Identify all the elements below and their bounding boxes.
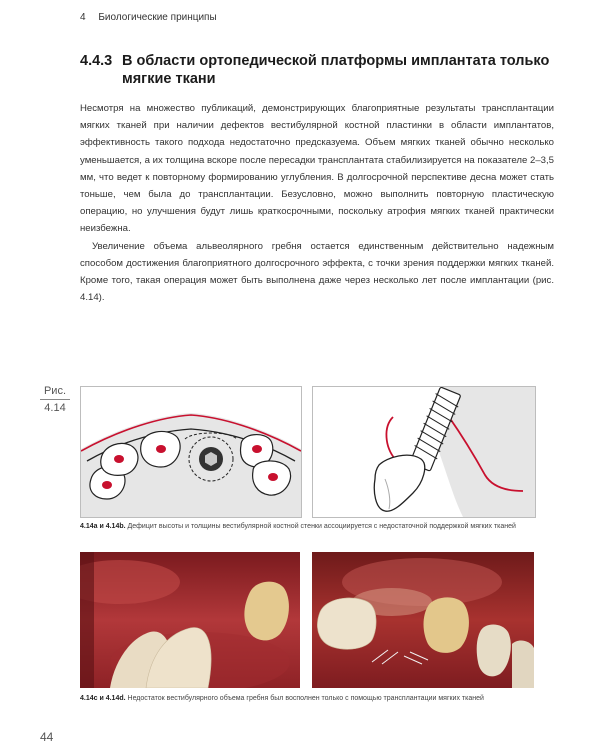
page-number: 44 bbox=[40, 730, 54, 744]
paragraph-1: Несмотря на множество публикаций, демонстрирующих благоприятные результаты трансплантации мягких тканей при наличии дефектов вестибулярной костной пластинки в области имплантатов, эффективность такого подхода недостаточно предсказуема. Объем мягких тканей обычно несколько уменьшается, а их толщина вскоре после пересадки трансплантата стабилизируется на показателе 2–3,5 мм, что ведет к повторному формированию углубления. В долгосрочной перспективе десна может стать тоньше, чем была до трансплантации. Безусловно, можно выполнить повторную пластическую операцию, но улучшения будут лишь краткосрочными, поскольку атрофия мягких тканей практически неизбежна. bbox=[80, 103, 554, 235]
body-text bbox=[80, 100, 554, 306]
implant-crown bbox=[374, 455, 424, 511]
figure-label bbox=[40, 384, 70, 415]
clinical-photo-d bbox=[312, 552, 534, 688]
figure-label-number: 4.14 bbox=[44, 402, 66, 414]
tooth-root-5 bbox=[253, 461, 291, 495]
tooth-root-3 bbox=[141, 431, 180, 467]
caption-ab-text: Дефицит высоты и толщины вестибулярной костной стенки ассоциируется с недостаточной поддержкой мягких тканей bbox=[127, 523, 516, 530]
chapter-number: 4 bbox=[80, 12, 86, 23]
figure-panel-b bbox=[312, 386, 536, 518]
tooth-root-2 bbox=[101, 443, 138, 475]
section-title: В области ортопедической платформы имплантата только мягкие ткани bbox=[122, 53, 550, 87]
caption-cd-text: Недостаток вестибулярного объема гребня был восполнен только с помощью трансплантации мягких тканей bbox=[127, 695, 484, 702]
figure-caption-ab bbox=[80, 522, 540, 532]
figure-label-prefix: Рис. bbox=[43, 385, 67, 397]
figure-panel-c bbox=[80, 552, 300, 688]
clinical-photo-c bbox=[80, 552, 300, 688]
section-number: 4.4.3 bbox=[80, 53, 113, 69]
tooth-central-d bbox=[317, 598, 376, 649]
figure-label-rule bbox=[40, 399, 70, 400]
figure-caption-cd bbox=[80, 694, 540, 704]
sagittal-diagram bbox=[313, 387, 535, 517]
figure-panel-a bbox=[80, 386, 302, 518]
implant-crown-d bbox=[424, 597, 469, 653]
running-head bbox=[80, 12, 217, 23]
caption-ab-ref: 4.14a и 4.14b. bbox=[80, 523, 126, 530]
figure-panel-d bbox=[312, 552, 534, 688]
chapter-title: Биологические принципы bbox=[98, 12, 217, 23]
occlusal-diagram bbox=[81, 387, 301, 517]
caption-cd-ref: 4.14c и 4.14d. bbox=[80, 695, 126, 702]
paragraph-2: Увеличение объема альвеолярного гребня остается единственным действительно надежным способом достижения благоприятного долгосрочного эффекта, с точки зрения поддержки мягких тканей. Кроме того, такая операция может быть выполнена даже через несколько лет после имплантации (рис. 4.14). bbox=[80, 240, 554, 304]
